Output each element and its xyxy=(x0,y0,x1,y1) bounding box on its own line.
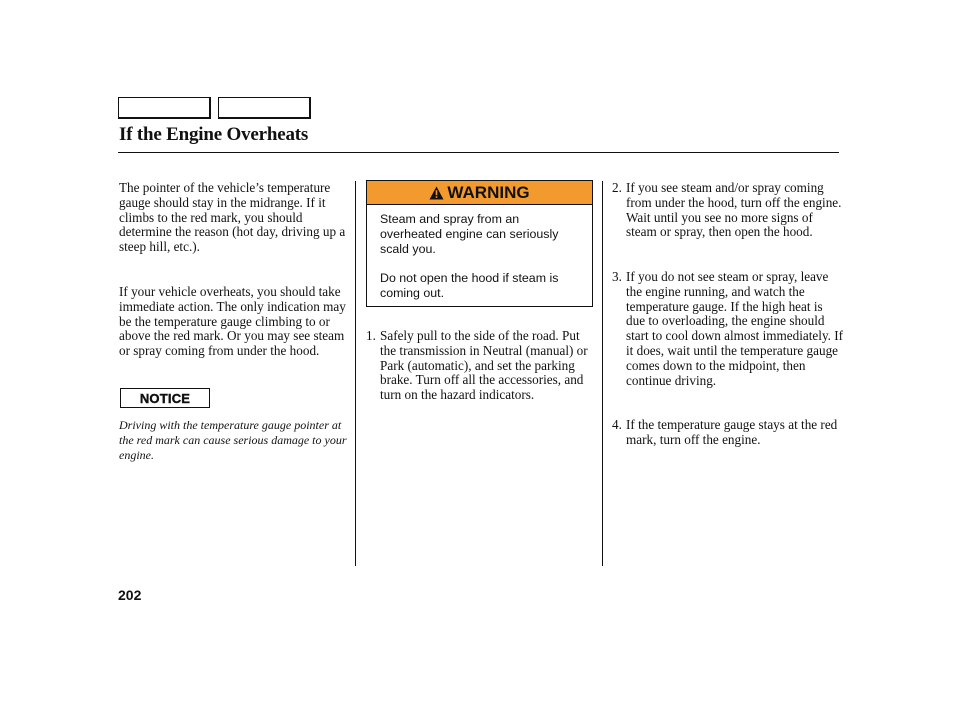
intro-paragraph: The pointer of the vehicle’s temperature gauge should stay in the midrange. If it climbs to the red mark, you should determine the reason (hot day, driving up a steep hill, etc.). xyxy=(119,180,346,255)
step-item xyxy=(612,181,844,240)
warning-text: Steam and spray from an overheated engine can seriously scald you. xyxy=(380,212,559,256)
page-title: If the Engine Overheats xyxy=(119,124,309,145)
notice-label: NOTICE xyxy=(120,388,210,408)
step-text: If you see steam and/or spray coming from under the hood, turn off the engine. Wait until you see no more signs of steam or spray, then open the hood. xyxy=(626,180,842,240)
step-number: 2. xyxy=(612,180,622,195)
step-text: If you do not see steam or spray, leave the engine running, and watch the temperature gauge. If the high heat is due to overloading, the engine should start to cool down almost immediately. If it does, wait until the temperature gauge comes down to the midpoint, then continue driving. xyxy=(626,269,844,388)
warning-text: Do not open the hood if steam is coming out. xyxy=(380,271,559,300)
step-item xyxy=(612,418,844,448)
action-paragraph: If your vehicle overheats, you should take immediate action. The only indication may be the temperature gauge climbing to or above the red mark. Or you may see steam or spray coming from under the hood. xyxy=(119,284,346,359)
step-number: 3. xyxy=(612,269,622,284)
step-item xyxy=(366,329,592,403)
nav-tab-box[interactable] xyxy=(118,97,211,119)
step-text: Safely pull to the side of the road. Put the transmission in Neutral (manual) or Park (automatic), and set the parking brake. Turn off all the accessories, and turn on the hazard indicators. xyxy=(380,328,588,403)
step-number: 4. xyxy=(612,417,622,432)
warning-header xyxy=(367,181,592,205)
warning-triangle-icon xyxy=(429,186,444,200)
title-divider xyxy=(118,152,839,153)
warning-box xyxy=(366,180,593,307)
notice-text: Driving with the temperature gauge pointer at the red mark can cause serious damage to your engine. xyxy=(119,418,347,462)
column-divider xyxy=(355,181,356,566)
nav-tab-box[interactable] xyxy=(218,97,311,119)
page-number: 202 xyxy=(118,587,142,603)
warning-label: WARNING xyxy=(447,182,530,202)
step-text: If the temperature gauge stays at the red mark, turn off the engine. xyxy=(626,417,838,447)
step-item xyxy=(612,270,844,388)
column-divider xyxy=(602,181,603,566)
step-number: 1. xyxy=(366,328,376,343)
